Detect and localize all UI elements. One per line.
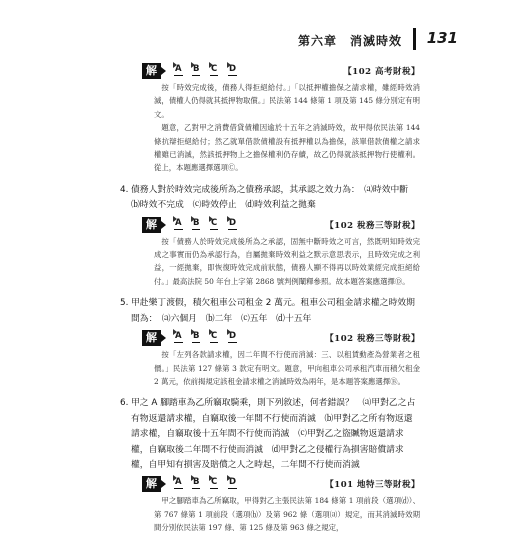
option-d: D [229,477,237,488]
question-5 [112,296,420,327]
explanation-paragraph: 按「時效完成後，債務人得拒絕給付。」「以抵押權擔保之請求權，雖經時效消滅，債權人仍得就其抵押物取償。」民法第 144 條第 1 項及第 145 條分別定有明文。 [154,83,420,119]
option-d: D [229,217,237,228]
question-text: 甲之 A 腳踏車為乙所竊取騎乘，則下列敘述，何者錯誤？ ⒜甲對乙之占有物返還請求權，自竊取後一年間不行使而消滅 ⒝甲對乙之所有物返還請求權，自竊取後十五年間不行使而消滅 ⒞甲對乙之盜贓物返還請求權，自竊取後二年間不行使而消滅 ⒟甲對乙之侵權行為損害賠償請求權，自甲知有損害及賠償之人之時起，二年間不行使而消滅 [131,398,416,470]
exam-source: 【102 稅務三等財稅】 [325,334,420,345]
question-number: 4. [120,184,129,195]
page-header [0,28,520,54]
option-d: D [229,64,237,74]
explanation-paragraph: 甲之腳踏車為乙所竊取，甲得對乙主張民法第 184 條第 1 項前段（選項⒟）、第 767 條第 1 項前段（選項⒝）及第 962 條（選項⒜）規定，而其消滅時效期間分別依民法第 197 條、第 125 條及第 963 條之規定， [154,496,420,533]
answer-badge: 解 [142,330,161,346]
explanation [154,494,420,534]
option-d: D [229,331,237,342]
question-number: 5. [120,298,129,309]
answer-badge-arrow-icon [161,67,166,75]
option-b: B [193,64,200,74]
option-b: B [193,477,200,488]
option-b: B [193,331,200,342]
exam-source: 【102 高考財稅】 [343,67,420,77]
question-number: 6. [120,398,129,409]
explanation-paragraph: 題意，乙對甲之消費借貸債權因逾於十五年之消滅時效，故甲得依民法第 144 條抗辯拒絕給付；然乙就單借款債權設有抵押權以為擔保，該單借款債權之請求權雖已消滅，然該抵押物上之擔保權利仍存續，故乙仍得就該抵押物行使權利。從上，本題應選擇選項Ⓒ。 [154,123,420,173]
exam-source: 【102 稅務三等財稅】 [325,220,420,231]
explanation [154,81,420,175]
exam-source: 【101 地特三等財稅】 [325,480,420,491]
answer-row [112,217,420,235]
page-number: 131 [426,29,458,47]
answer-row [112,476,420,494]
answer-badge: 解 [142,217,161,233]
option-c: C [211,477,218,488]
answer-badge-arrow-icon [161,480,166,488]
option-a: A [175,217,182,228]
chapter-title: 第六章 消滅時效 [297,34,402,48]
question-text: 債務人對於時效完成後所為之債務承認，其承認之效力為： ⒜時效中斷 ⒝時效不完成 ⒞時效停止 ⒟時效利益之拋棄 [131,184,417,211]
page-content [112,60,420,535]
answer-row [112,63,420,81]
question-6 [112,396,420,473]
question-4 [112,183,420,214]
answer-badge: 解 [142,476,161,492]
answer-row [112,330,420,348]
answer-badge-arrow-icon [161,221,166,229]
answer-badge: 解 [142,63,161,79]
option-b: B [193,217,200,228]
option-a: A [175,477,182,488]
explanation-paragraph: 按「債務人於時效完成後所為之承認，固無中斷時效之可言，然既明知時效完成之事實而仍為承認行為，自屬拋棄時效利益之默示意思表示，且時效完成之利益，一經拋棄，即恢復時效完成前狀態，債務人顯不得再以時效業經完成拒絕給付。」最高法院 50 年台上字第 2868 號判例闡釋參照。故本題答案應選擇Ⓓ。 [154,236,420,286]
option-c: C [211,331,218,342]
option-a: A [175,64,182,74]
header-divider [413,28,416,50]
option-c: C [211,217,218,228]
explanation [154,235,420,289]
option-c: C [211,64,218,74]
answer-badge-arrow-icon [161,334,166,342]
explanation [154,348,420,388]
option-a: A [175,331,182,342]
question-text: 甲赴樂丁渡假，積欠租車公司租金 2 萬元。租車公司租金請求權之時效期間為： ⒜六個月 ⒝二年 ⒞五年 ⒟十五年 [131,298,415,324]
explanation-paragraph: 按「左列各款請求權，因二年間不行使而消滅：三、以租賃動產為營業者之租價。」民法第 127 條第 3 款定有明文。題意，甲向租車公司承租汽車而積欠租金 2 萬元，依前揭規定該租金請求權之消滅時效為兩年，是本題答案應選擇Ⓑ。 [154,350,420,386]
